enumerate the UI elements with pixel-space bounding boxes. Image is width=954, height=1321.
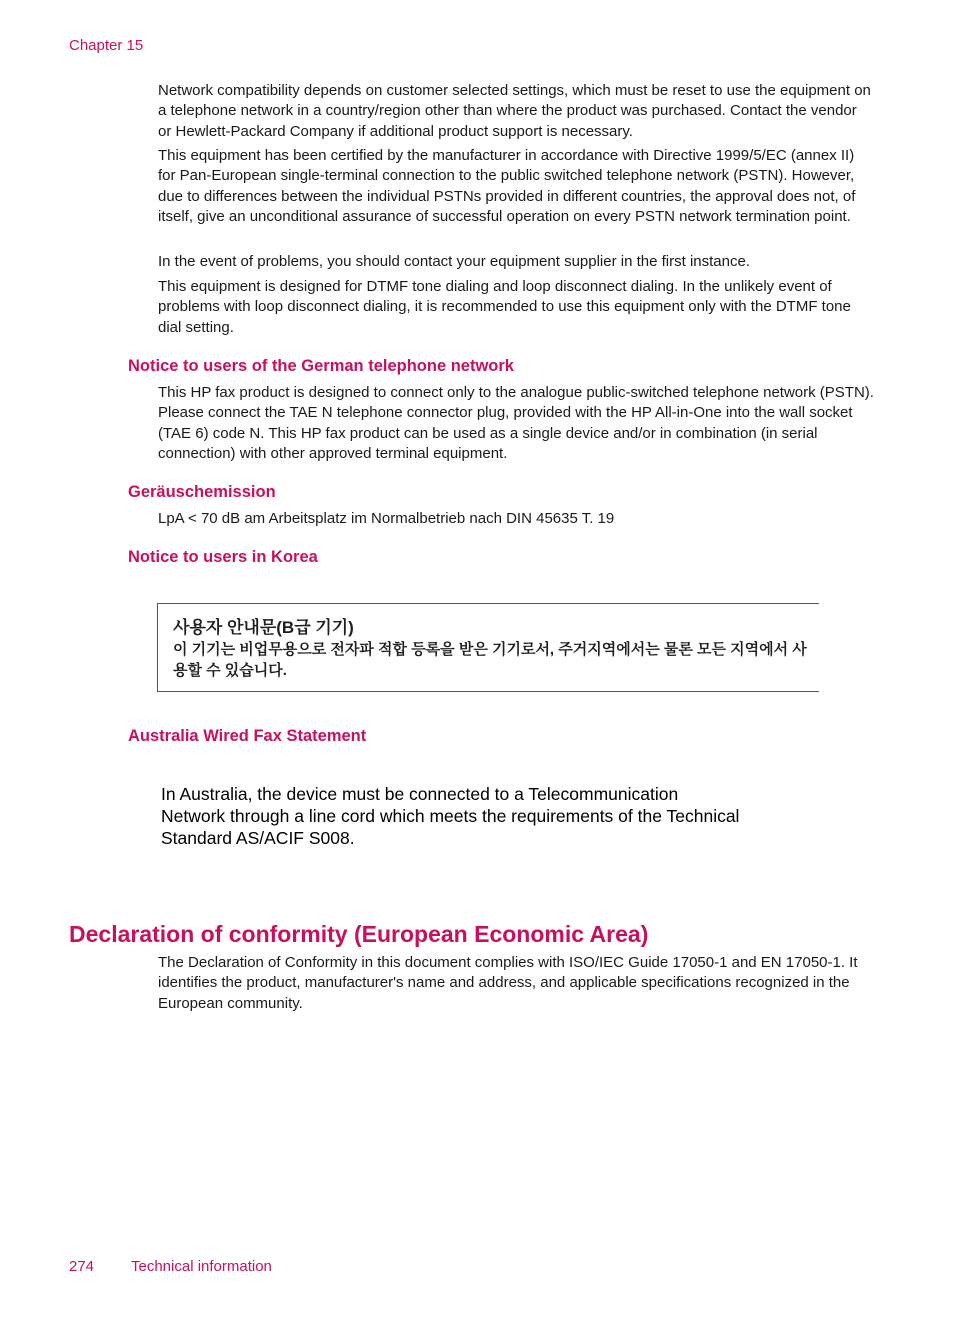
german-network-heading: Notice to users of the German telephone network xyxy=(128,357,514,375)
australia-fax-statement: In Australia, the device must be connected to a Telecommunication Network through a line cord which meets the requirements of the Technical Standard AS/ACIF S008. xyxy=(161,784,740,848)
footer-section-title: Technical information xyxy=(131,1258,272,1275)
intro-paragraph-3: In the event of problems, you should contact your equipment supplier in the first instance. xyxy=(158,253,751,270)
chapter-label: Chapter 15 xyxy=(69,37,144,54)
noise-emission-body: LpA < 70 dB am Arbeitsplatz im Normalbetrieb nach DIN 45635 T. 19 xyxy=(158,510,615,527)
intro-paragraph-1: Network compatibility depends on customer selected settings, which must be reset to use the equipment on a telephone network in a country/region other than where the product was purchased. Contact the vendor or Hewlett-Packard Company if additional product support is necessary. xyxy=(158,82,871,140)
noise-emission-heading: Geräuschemission xyxy=(128,483,276,501)
korea-notice-heading: Notice to users in Korea xyxy=(128,548,318,566)
australia-fax-heading: Australia Wired Fax Statement xyxy=(128,727,367,745)
intro-paragraph-4: This equipment is designed for DTMF tone dialing and loop disconnect dialing. In the unlikely event of problems with loop disconnect dialing, it is recommended to use this equipment only with the DTMF tone dial setting. xyxy=(158,278,851,336)
german-network-body: This HP fax product is designed to connect only to the analogue public-switched telephone network (PSTN). Please connect the TAE N telephone connector plug, provided with the HP All-in-One into the wall socket (TAE 6) code N. This HP fax product can be used as a single device and/or in combination (in serial connection) with other approved terminal equipment. xyxy=(158,384,874,462)
page-number: 274 xyxy=(69,1258,95,1275)
korea-notice-box xyxy=(157,603,819,692)
declaration-body: The Declaration of Conformity in this document complies with ISO/IEC Guide 17050-1 and EN 17050-1. It identifies the product, manufacturer's name and address, and applicable specifications recognized in the European community. xyxy=(158,954,858,1012)
korea-notice-box-title: 사용자 안내문(B급 기기) xyxy=(173,618,354,637)
korea-notice-box-body: 이 기기는 비업무용으로 전자파 적합 등록을 받은 기기로서, 주거지역에서는 물론 모든 지역에서 사용할 수 있습니다. xyxy=(173,641,807,679)
declaration-heading: Declaration of conformity (European Economic Area) xyxy=(69,921,649,947)
intro-paragraph-2: This equipment has been certified by the manufacturer in accordance with Directive 1999/5/EC (annex II) for Pan-European single-terminal connection to the public switched telephone network (PSTN). However, due to differences between the individual PSTNs provided in different countries, the approval does not, of itself, give an unconditional assurance of successful operation on every PSTN network termination point. xyxy=(158,147,856,225)
